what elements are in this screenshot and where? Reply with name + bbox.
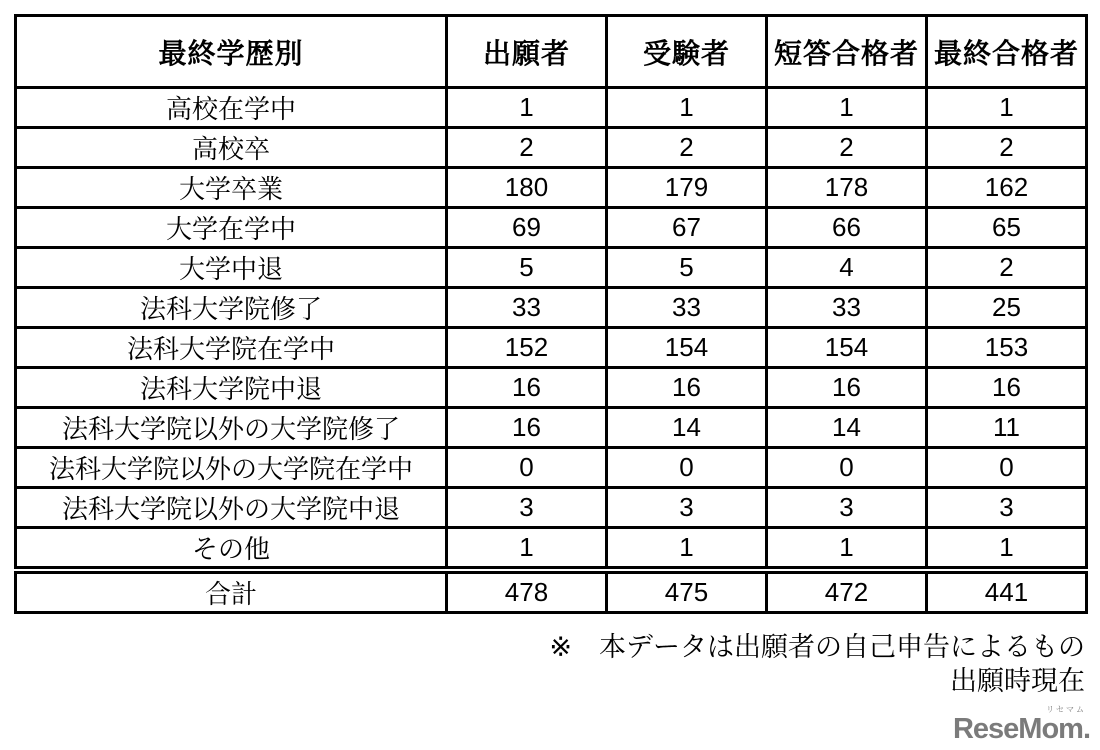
table-row [16,488,1087,528]
cell-value: 178 [767,168,927,208]
cell-value: 67 [607,208,767,248]
col-header-applicants: 出願者 [447,16,607,88]
table-row [16,128,1087,168]
cell-value: 3 [607,488,767,528]
cell-value: 154 [767,328,927,368]
table-row [16,208,1087,248]
cell-value: 33 [447,288,607,328]
col-header-final-pass: 最終合格者 [927,16,1087,88]
cell-value: 0 [447,448,607,488]
cell-value: 14 [767,408,927,448]
col-header-short-answer-pass: 短答合格者 [767,16,927,88]
cell-value: 1 [927,88,1087,128]
cell-value: 1 [767,88,927,128]
table-row [16,368,1087,408]
cell-value: 162 [927,168,1087,208]
cell-value: 66 [767,208,927,248]
cell-value: 0 [767,448,927,488]
cell-value: 179 [607,168,767,208]
cell-value: 4 [767,248,927,288]
total-label: 合計 [16,570,447,613]
row-label: 大学在学中 [16,208,447,248]
table-row [16,288,1087,328]
cell-value: 2 [927,128,1087,168]
cell-value: 0 [607,448,767,488]
total-value: 478 [447,570,607,613]
cell-value: 14 [607,408,767,448]
cell-value: 11 [927,408,1087,448]
row-label: 高校卒 [16,128,447,168]
row-label: 大学中退 [16,248,447,288]
col-header-examinees: 受験者 [607,16,767,88]
cell-value: 5 [607,248,767,288]
row-label: 高校在学中 [16,88,447,128]
cell-value: 16 [447,408,607,448]
logo-text: ReseMom. [952,713,1090,745]
cell-value: 152 [447,328,607,368]
cell-value: 153 [927,328,1087,368]
cell-value: 65 [927,208,1087,248]
cell-value: 1 [607,528,767,571]
cell-value: 2 [767,128,927,168]
cell-value: 3 [447,488,607,528]
cell-value: 1 [447,88,607,128]
cell-value: 180 [447,168,607,208]
table-row [16,328,1087,368]
total-row [16,570,1087,613]
cell-value: 154 [607,328,767,368]
cell-value: 1 [927,528,1087,571]
cell-value: 16 [927,368,1087,408]
footnote-line2: 出願時現在 [950,666,1085,696]
cell-value: 33 [767,288,927,328]
table-row [16,528,1087,571]
table-row [16,448,1087,488]
row-label: 法科大学院修了 [16,288,447,328]
cell-value: 16 [607,368,767,408]
total-value: 441 [927,570,1087,613]
row-label: その他 [16,528,447,571]
cell-value: 2 [927,248,1087,288]
table-row [16,88,1087,128]
table-row [16,408,1087,448]
cell-value: 25 [927,288,1087,328]
cell-value: 33 [607,288,767,328]
total-value: 475 [607,570,767,613]
total-value: 472 [767,570,927,613]
cell-value: 1 [767,528,927,571]
cell-value: 0 [927,448,1087,488]
cell-value: 1 [447,528,607,571]
cell-value: 3 [767,488,927,528]
footnotes [549,630,1085,698]
logo-ruby-text: リセマム [1046,705,1086,714]
cell-value: 2 [607,128,767,168]
resemom-logo [953,705,1090,744]
col-header-category: 最終学歴別 [16,16,447,88]
cell-value: 3 [927,488,1087,528]
cell-value: 16 [767,368,927,408]
cell-value: 16 [447,368,607,408]
education-stats-table [14,14,1088,614]
row-label: 法科大学院以外の大学院修了 [16,408,447,448]
row-label: 法科大学院以外の大学院在学中 [16,448,447,488]
cell-value: 1 [607,88,767,128]
header-row [16,16,1087,88]
table-row [16,248,1087,288]
cell-value: 69 [447,208,607,248]
row-label: 法科大学院以外の大学院中退 [16,488,447,528]
row-label: 大学卒業 [16,168,447,208]
cell-value: 2 [447,128,607,168]
table-row [16,168,1087,208]
row-label: 法科大学院在学中 [16,328,447,368]
cell-value: 5 [447,248,607,288]
row-label: 法科大学院中退 [16,368,447,408]
footnote-line1: ※ 本データは出願者の自己申告によるもの [549,632,1085,662]
